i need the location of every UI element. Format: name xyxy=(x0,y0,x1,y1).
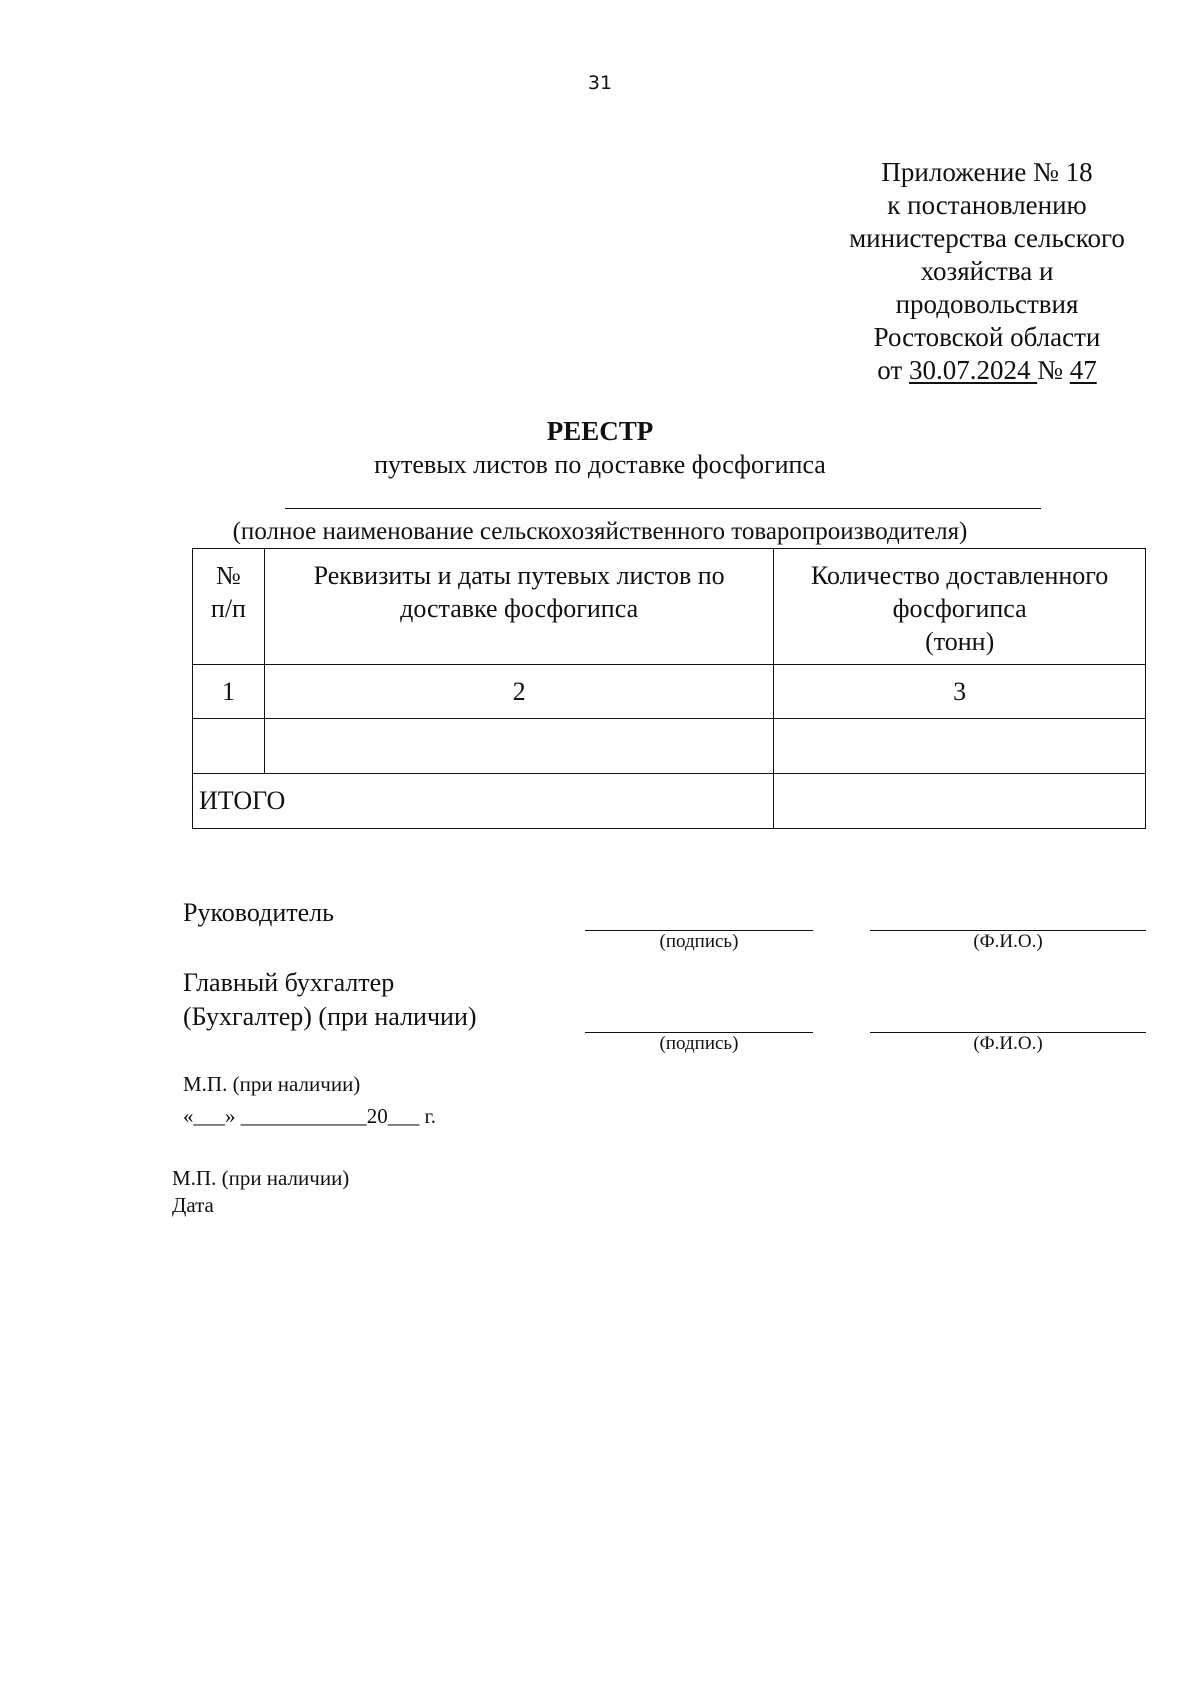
total-value-cell[interactable] xyxy=(774,774,1146,829)
name-caption: (Ф.И.О.) xyxy=(973,1033,1043,1054)
footer-date-label: Дата xyxy=(172,1193,214,1217)
table-header-row xyxy=(193,549,1146,665)
date-fill-line[interactable]: «___» ____________20___ г. xyxy=(183,1104,436,1128)
total-label: ИТОГО xyxy=(193,774,774,829)
producer-name-line[interactable] xyxy=(285,508,1041,509)
appendix-block xyxy=(812,156,1162,387)
header-cell-number: № п/п xyxy=(193,549,265,665)
column-number-cell: 3 xyxy=(774,665,1146,719)
decree-number: 47 xyxy=(1069,355,1097,385)
footer-stamp-note: М.П. (при наличии) xyxy=(172,1166,350,1190)
producer-name-caption: (полное наименование сельскохозяйственного товаропроизводителя) xyxy=(232,518,968,545)
header-cell-quantity: Количество доставленного фосфогипса (тонн) xyxy=(774,549,1146,665)
signature-caption: (подпись) xyxy=(659,1033,739,1054)
document-title: РЕЕСТР xyxy=(546,416,654,446)
table-cell[interactable] xyxy=(193,719,265,774)
appendix-date-line xyxy=(812,354,1162,387)
total-row xyxy=(193,774,1146,829)
header-cell-details: Реквизиты и даты путевых листов по доставке фосфогипса xyxy=(264,549,773,665)
column-number-row xyxy=(193,665,1146,719)
head-label: Руководитель xyxy=(183,898,334,927)
table-cell[interactable] xyxy=(264,719,773,774)
appendix-line: министерства сельского xyxy=(849,223,1125,253)
number-prefix: № xyxy=(1037,355,1063,385)
table-row xyxy=(193,719,1146,774)
registry-table xyxy=(192,548,1146,829)
signature-caption: (подпись) xyxy=(659,931,739,952)
appendix-line: Ростовской области xyxy=(873,322,1101,352)
column-number-cell: 2 xyxy=(264,665,773,719)
stamp-note: М.П. (при наличии) xyxy=(183,1072,361,1096)
name-caption: (Ф.И.О.) xyxy=(973,931,1043,952)
accountant-label: Главный бухгалтер (Бухгалтер) (при наличии) xyxy=(183,968,477,1031)
from-prefix: от xyxy=(877,355,903,385)
column-number-cell: 1 xyxy=(193,665,265,719)
appendix-line: продовольствия xyxy=(895,289,1079,319)
appendix-number: Приложение № 18 xyxy=(881,157,1093,187)
appendix-line: к постановлению xyxy=(887,190,1087,220)
document-subtitle: путевых листов по доставке фосфогипса xyxy=(374,450,826,479)
page-number: 31 xyxy=(587,72,613,94)
decree-date: 30.07.2024 xyxy=(908,355,1038,385)
table-cell[interactable] xyxy=(774,719,1146,774)
appendix-line: хозяйства и xyxy=(920,256,1054,286)
